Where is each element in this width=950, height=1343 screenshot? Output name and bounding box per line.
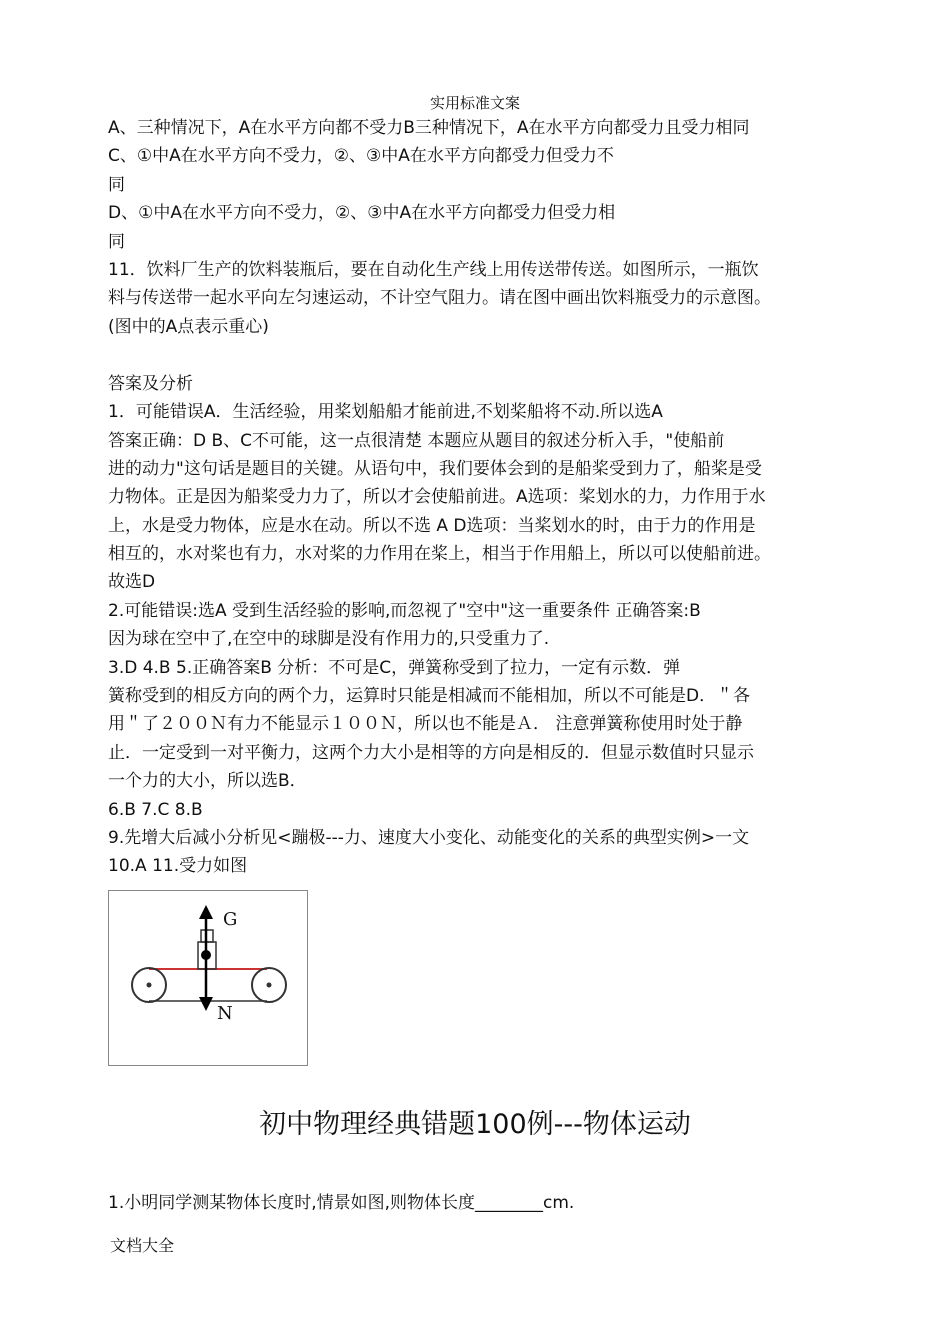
answer-line: 簧称受到的相反方向的两个力，运算时只能是相减而不能相加，所以不可能是D．＂各 [108, 686, 751, 706]
answer-line: 上，水是受力物体，应是水在动。所以不选 A D选项：当桨划水的时，由于力的作用是 [108, 516, 756, 536]
question-1-line: 1.小明同学测某物体长度时,情景如图,则物体长度________cm. [108, 1193, 575, 1213]
option-d-line: D、①中A在水平方向不受力，②、③中A在水平方向都受力但受力相 [108, 203, 616, 223]
answer-line: 进的动力"这句话是题目的关键。从语句中，我们要体会到的是船桨受到力了，船桨是受 [108, 459, 762, 479]
question-11-line-2: 料与传送带一起水平向左匀速运动，不计空气阻力。请在图中画出饮料瓶受力的示意图。 [108, 288, 771, 308]
gravity-arrowhead [199, 905, 213, 919]
option-c-line: C、①中A在水平方向不受力，②、③中A在水平方向都受力但受力不 [108, 146, 614, 166]
question-11-line-3: (图中的A点表示重心) [108, 317, 269, 337]
force-diagram-figure [108, 890, 308, 1066]
right-pulley-axle [267, 983, 272, 988]
answer-line: 2.可能错误:选A 受到生活经验的影响,而忽视了"空中"这一重要条件 正确答案:B [108, 601, 701, 621]
center-of-gravity-dot [201, 950, 211, 960]
answer-line: 故选D [108, 572, 156, 592]
answer-line: 用＂了２００Ｎ有力不能显示１００Ｎ，所以也不能是Ａ． 注意弹簧称使用时处于静 [108, 714, 743, 734]
answer-line: 6.B 7.C 8.B [108, 800, 203, 820]
answer-line: 因为球在空中了,在空中的球脚是没有作用力的,只受重力了. [108, 629, 550, 649]
normal-arrowhead [199, 997, 213, 1011]
option-c-line-cont: 同 [108, 175, 125, 195]
answer-line: 止．一定受到一对平衡力，这两个力大小是相等的方向是相反的．但显示数值时只显示 [108, 743, 754, 763]
answer-line: 相互的，水对桨也有力，水对桨的力作用在桨上，相当于作用船上，所以可以使船前进。 [108, 544, 771, 564]
page-header: 实用标准文案 [429, 94, 520, 112]
option-a-line: A、三种情况下，A在水平方向都不受力B三种情况下，A在水平方向都受力且受力相同 [108, 118, 750, 138]
answer-line: 1．可能错误A．生活经验，用桨划船船才能前进,不划桨船将不动.所以选A [108, 402, 663, 422]
answer-line: 一个力的大小，所以选B． [108, 771, 307, 791]
page-footer: 文档大全 [110, 1236, 175, 1255]
label-n: N [217, 1003, 233, 1024]
answer-line: 力物体。正是因为船桨受力力了，所以才会使船前进。A选项：桨划水的力，力作用于水 [108, 487, 766, 507]
answer-line: 3.D 4.B 5.正确答案B 分析：不可是C，弹簧称受到了拉力，一定有示数．弹 [108, 658, 681, 678]
answer-line: 10.A 11.受力如图 [108, 856, 248, 876]
answers-heading: 答案及分析 [108, 374, 193, 394]
section-title: 初中物理经典错题100例---物体运动 [259, 1109, 691, 1140]
label-g: G [223, 909, 238, 930]
question-11-line-1: 11．饮料厂生产的饮料装瓶后，要在自动化生产线上用传送带传送。如图所示，一瓶饮 [108, 260, 759, 280]
left-pulley-axle [147, 983, 152, 988]
option-d-line-cont: 同 [108, 232, 125, 252]
answer-line: 9.先增大后减小分析见<蹦极---力、速度大小变化、动能变化的关系的典型实例>一文 [108, 828, 750, 848]
answer-line: 答案正确：D B、C不可能，这一点很清楚 本题应从题目的叙述分析入手，"使船前 [108, 431, 725, 451]
conveyor-force-diagram [109, 891, 307, 1065]
